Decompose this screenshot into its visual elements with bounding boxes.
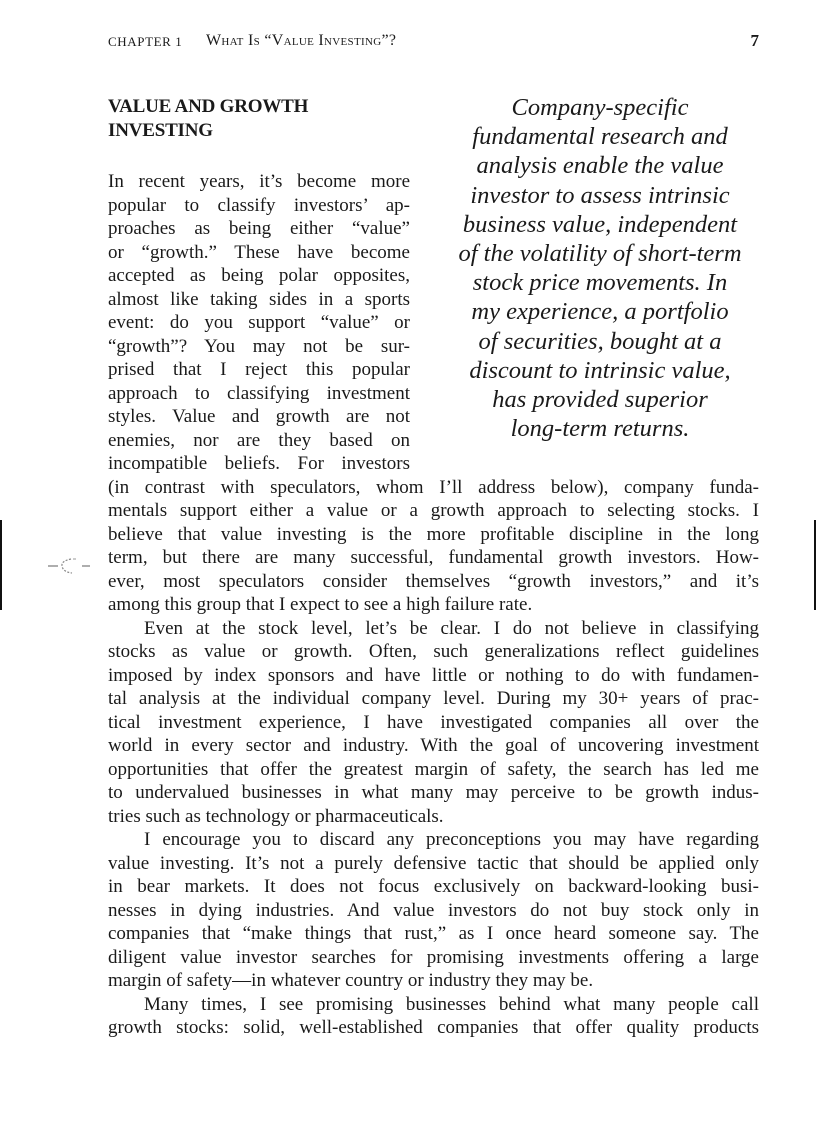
body-line: approach to classifying investment	[108, 382, 410, 404]
body-line: popular to classify investors’ ap-	[108, 194, 410, 216]
body-line: Many times, I see promising businesses behind what many people call	[144, 993, 759, 1015]
body-line: nesses in dying industries. And value investors do not buy stock only in	[108, 899, 759, 921]
pull-quote-line: long-term returns.	[510, 415, 690, 443]
body-line: margin of safety—in whatever country or industry they may be.	[108, 970, 594, 991]
pull-quote-line: has provided superior	[492, 386, 708, 414]
body-line: enemies, nor are they based on	[108, 429, 410, 451]
pull-quote-line: Company-specific	[511, 94, 689, 121]
section-heading-line: INVESTING	[108, 120, 213, 141]
body-line: almost like taking sides in a sports	[108, 288, 410, 310]
pull-quote-line: my experience, a portfolio	[471, 298, 729, 326]
body-line: opportunities that offer the greatest margin of safety, the search has led me	[108, 758, 759, 780]
body-line: prised that I reject this popular	[108, 359, 410, 380]
body-line: among this group that I expect to see a high failure rate.	[108, 594, 533, 615]
section-heading-line: VALUE AND GROWTH	[108, 96, 309, 117]
running-header	[108, 31, 759, 54]
body-line: In recent years, it’s become more	[108, 171, 410, 192]
body-line: accepted as being polar opposites,	[108, 265, 410, 286]
body-line: stocks as value or growth. Often, such generalizations reflect guidelines	[108, 641, 759, 662]
body-line: I encourage you to discard any preconceptions you may have regarding	[144, 829, 759, 850]
body-line: tal analysis at the individual company level. During my 30+ years of prac-	[108, 688, 759, 709]
body-line: styles. Value and growth are not	[108, 406, 410, 427]
body-line: ever, most speculators consider themselves “growth investors,” and it’s	[108, 570, 759, 592]
page-edge-bar-left	[0, 520, 2, 610]
body-line: or “growth.” These have become	[108, 241, 410, 263]
body-line: companies that “make things that rust,” as I once heard someone say. The	[108, 923, 759, 944]
body-line: incompatible beliefs. For investors	[108, 453, 410, 474]
page-number: 7	[750, 31, 759, 50]
chapter-title: What Is “Value Investing”?	[206, 32, 397, 49]
body-line: term, but there are many successful, fundamental growth investors. How-	[108, 547, 759, 568]
body-line: to undervalued businesses in what many may perceive to be growth indus-	[108, 782, 759, 803]
body-line: growth stocks: solid, well-established companies that offer quality products	[108, 1017, 759, 1038]
pull-quote-line: of securities, bought at a	[478, 327, 722, 355]
pull-quote-line: discount to intrinsic value,	[469, 356, 731, 384]
pull-quote-line: of the volatility of short-term	[458, 240, 742, 268]
body-line: diligent value investor searches for promising investments offering a large	[108, 946, 759, 968]
pull-quote-line: analysis enable the value	[476, 152, 724, 180]
pull-quote-line: business value, independent	[462, 210, 738, 238]
body-line: world in every sector and industry. With the goal of uncovering investment	[108, 735, 759, 756]
body-line: tical investment experience, I have investigated companies all over the	[108, 711, 759, 733]
body-line: tries such as technology or pharmaceuticals.	[108, 805, 444, 827]
pull-quote	[430, 93, 770, 443]
section-heading	[108, 95, 408, 143]
body-line: imposed by index sponsors and have little or nothing to do with fundamen-	[108, 664, 759, 686]
body-line: in bear markets. It does not focus exclusively on backward-looking busi-	[108, 876, 759, 897]
pull-quote-line: fundamental research and	[472, 123, 728, 151]
body-line: mentals support either a value or a growth approach to selecting stocks. I	[108, 500, 759, 521]
body-line: (in contrast with speculators, whom I’ll address below), company funda-	[108, 476, 759, 498]
body-line: believe that value investing is the more profitable discipline in the long	[108, 523, 759, 545]
body-line: Even at the stock level, let’s be clear. I do not believe in classifying	[144, 617, 759, 639]
body-line: “growth”? You may not be sur-	[108, 335, 410, 357]
pull-quote-line: stock price movements. In	[472, 269, 728, 297]
body-line: event: do you support “value” or	[108, 312, 410, 333]
pull-quote-line: investor to assess intrinsic	[470, 181, 730, 209]
body-line: proaches as being either “value”	[108, 218, 410, 239]
body-line: value investing. It’s not a purely defensive tactic that should be applied only	[108, 852, 759, 874]
chapter-label: CHAPTER 1	[108, 34, 183, 49]
crop-mark-icon	[46, 550, 106, 580]
